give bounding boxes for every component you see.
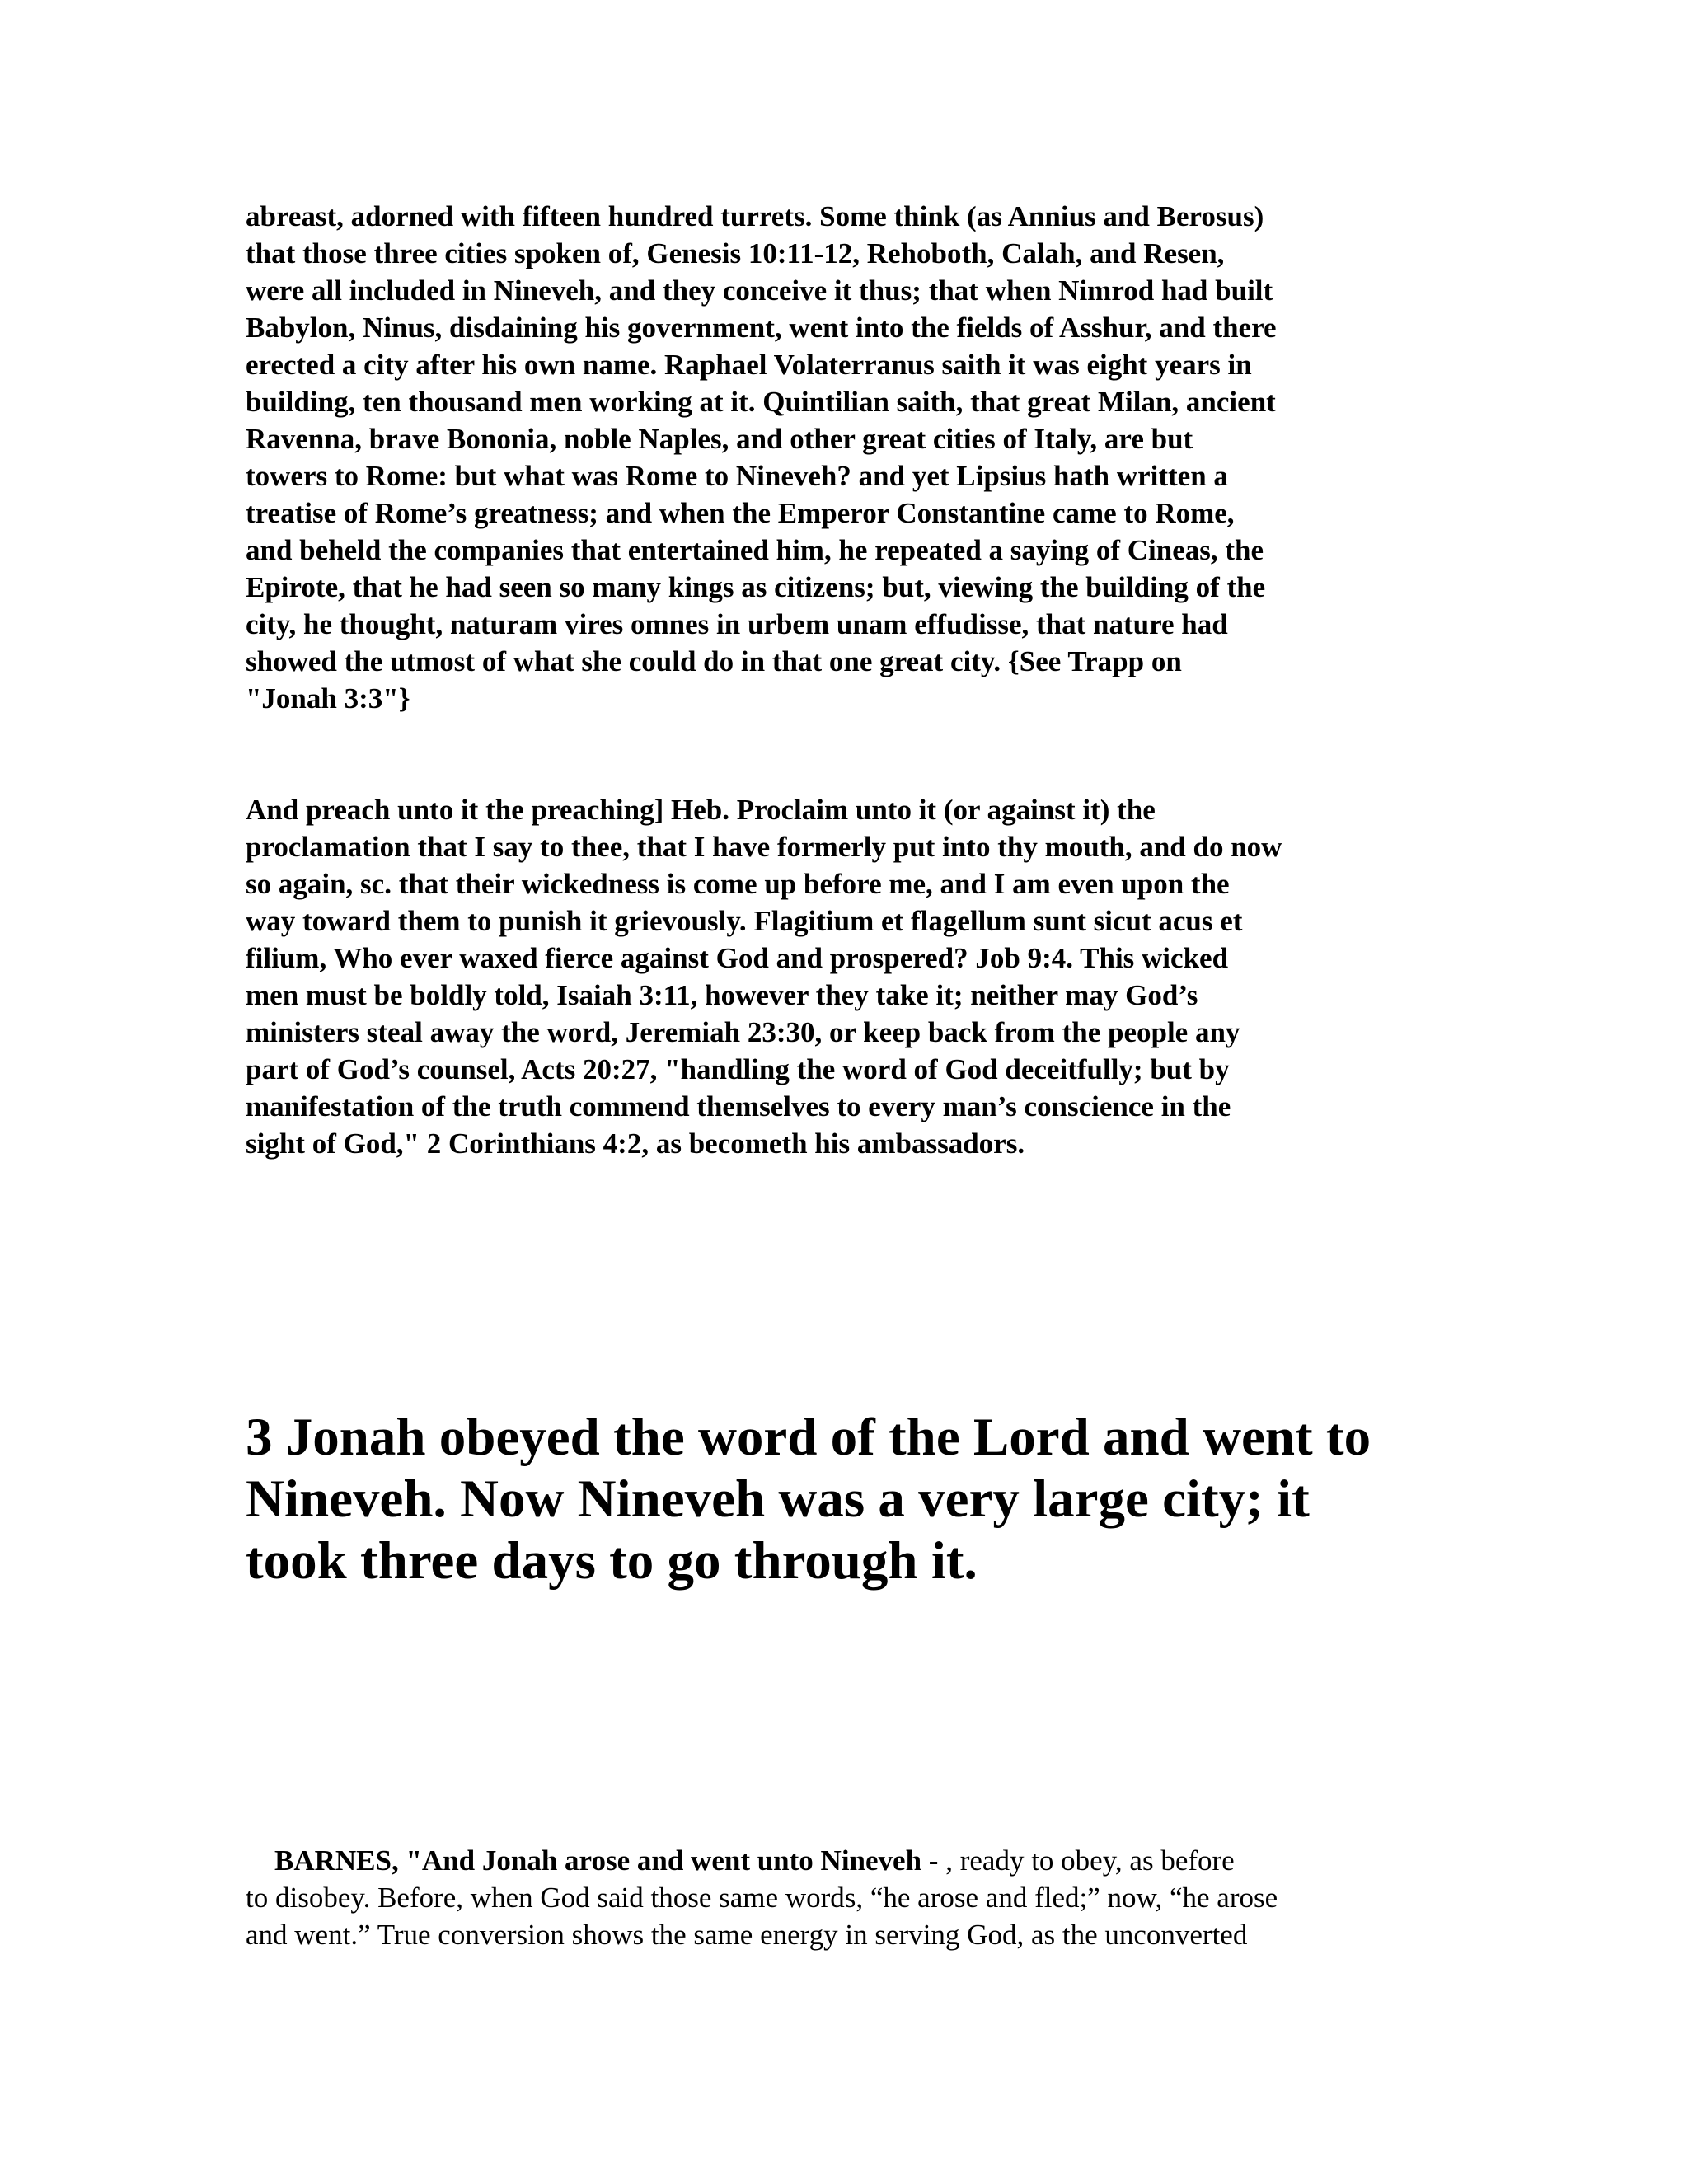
barnes-commentary xyxy=(246,1842,1449,1953)
verse-heading: 3 Jonah obeyed the word of the Lord and went to Nineveh. Now Nineveh was a very large city; it took three days to go through it. xyxy=(246,1408,1372,1591)
commentary-paragraph: And preach unto it the preaching] Heb. Proclaim unto it (or against it) the proclamation that I say to thee, that I have formerly put into thy mouth, and do now so again, sc. that their wickedness is come up before me, and I am even upon the way toward them to punish it grievously. Flagitium et flagellum sunt sicut acus et filium, Who ever waxed fierce against God and prospered? Job 9:4. This wicked men must be boldly told, Isaiah 3:11, however they take it; neither may God’s ministers steal away the word, Jeremiah 23:30, or keep back from the people any part of God’s counsel, Acts 20:27, "handling the word of God deceitfully; but by manifestation of the truth commend themselves to every man’s conscience in the sight of God," 2 Corinthians 4:2, as becometh his ambassadors. xyxy=(246,794,1282,1160)
barnes-body: , ready to obey, as before to disobey. Before, when God said those same words, “he arose and fled;” now, “he arose and went.” True conversion shows the same energy in serving God, as the unconverted xyxy=(246,1844,1278,1951)
commentary-paragraph: abreast, adorned with fifteen hundred turrets. Some think (as Annius and Berosus) that those three cities spoken of, Genesis 10:11-12, Rehoboth, Calah, and Resen, were all included in Nineveh, and they conceive it thus; that when Nimrod had built Babylon, Ninus, disdaining his government, went into the fields of Asshur, and there erected a city after his own name. Raphael Volaterranus saith it was eight years in building, ten thousand men working at it. Quintilian saith, that great Milan, ancient Ravenna, brave Bononia, noble Naples, and other great cities of Italy, are but towers to Rome: but what was Rome to Nineveh? and yet Lipsius hath written a treatise of Rome’s greatness; and when the Emperor Constantine came to Rome, and beheld the companies that entertained him, he repeated a saying of Cineas, the Epirote, that he had seen so many kings as citizens; but, viewing the building of the city, he thought, naturam vires omnes in urbem unam effudisse, that nature had showed the utmost of what she could do in that one great city. {See Trapp on "Jonah 3:3"} xyxy=(246,200,1277,715)
barnes-lead: BARNES, "And Jonah arose and went unto Nineveh - xyxy=(274,1844,946,1877)
